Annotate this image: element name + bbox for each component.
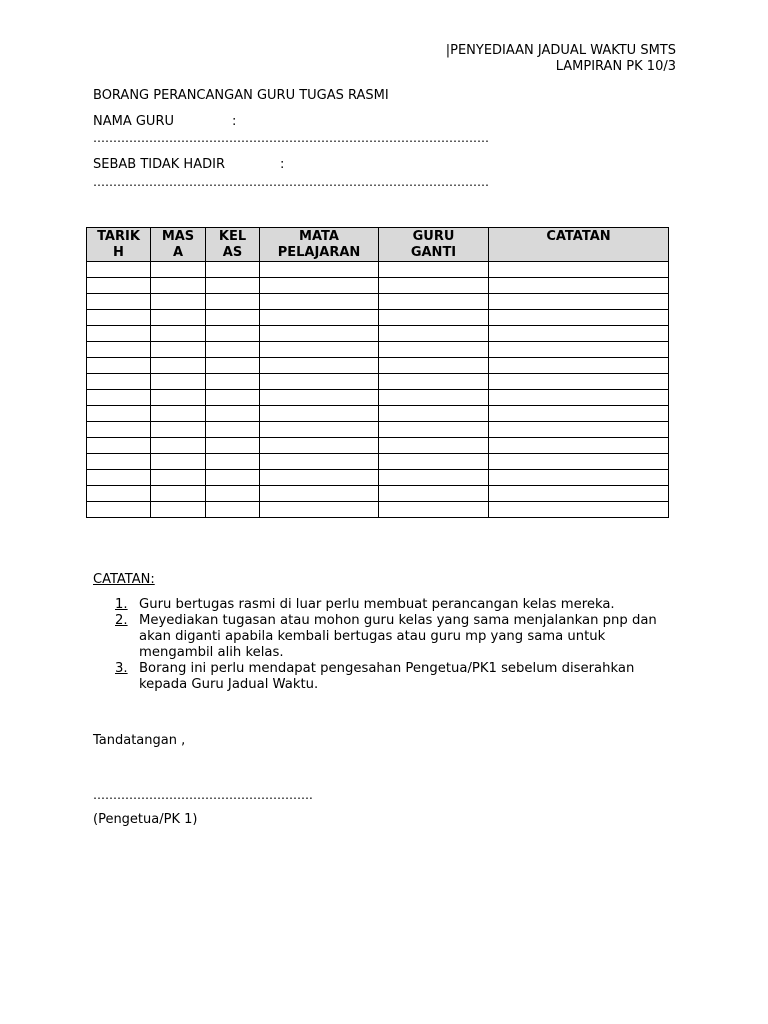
teacher-name-field <box>93 114 237 130</box>
table-cell[interactable] <box>379 470 489 486</box>
table-cell[interactable] <box>379 374 489 390</box>
table-cell[interactable] <box>87 342 151 358</box>
signature-dotted-line: ………………………………………………. <box>93 788 313 802</box>
table-cell[interactable] <box>206 358 260 374</box>
table-cell[interactable] <box>260 502 379 518</box>
table-cell[interactable] <box>206 454 260 470</box>
table-cell[interactable] <box>206 342 260 358</box>
table-row <box>87 406 669 422</box>
table-cell[interactable] <box>379 390 489 406</box>
table-cell[interactable] <box>206 422 260 438</box>
table-cell[interactable] <box>260 486 379 502</box>
table-cell[interactable] <box>87 278 151 294</box>
document-header-appendix: LAMPIRAN PK 10/3 <box>555 59 676 74</box>
column-header-remarks: CATATAN <box>489 228 669 262</box>
table-cell[interactable] <box>151 390 206 406</box>
table-row <box>87 502 669 518</box>
table-row <box>87 374 669 390</box>
column-header-class: KEL AS <box>206 228 260 262</box>
table-cell[interactable] <box>489 374 669 390</box>
table-cell[interactable] <box>379 502 489 518</box>
teacher-name-colon: : <box>232 114 237 129</box>
notes-item-text: Meyediakan tugasan atau mohon guru kelas yang sama menjalankan pnp dan akan diganti apabila kembali bertugas atau guru mp yang sama untuk mengambil alih kelas. <box>139 613 657 660</box>
table-cell[interactable] <box>489 454 669 470</box>
absence-reason-label: SEBAB TIDAK HADIR <box>93 157 225 172</box>
column-header-time: MAS A <box>151 228 206 262</box>
table-cell[interactable] <box>87 262 151 278</box>
document-header-title: |PENYEDIAAN JADUAL WAKTU SMTS <box>445 43 676 58</box>
table-cell[interactable] <box>379 438 489 454</box>
table-row <box>87 358 669 374</box>
table-cell[interactable] <box>260 470 379 486</box>
table-row <box>87 422 669 438</box>
table-cell[interactable] <box>489 342 669 358</box>
table-cell[interactable] <box>87 374 151 390</box>
table-cell[interactable] <box>87 486 151 502</box>
teacher-name-dotted-line: ……………………………………………………………………………………… <box>93 131 489 145</box>
signature-label: Tandatangan , <box>93 733 186 748</box>
table-cell[interactable] <box>260 438 379 454</box>
table-cell[interactable] <box>87 358 151 374</box>
table-cell[interactable] <box>206 438 260 454</box>
table-cell[interactable] <box>260 406 379 422</box>
table-cell[interactable] <box>206 326 260 342</box>
table-row <box>87 294 669 310</box>
table-cell[interactable] <box>206 374 260 390</box>
table-cell[interactable] <box>379 454 489 470</box>
table-header-row <box>87 228 669 262</box>
notes-item-number: 2. <box>115 613 128 628</box>
table-cell[interactable] <box>206 406 260 422</box>
table-cell[interactable] <box>151 342 206 358</box>
notes-item <box>115 597 675 613</box>
table-cell[interactable] <box>206 294 260 310</box>
table-cell[interactable] <box>151 294 206 310</box>
table-cell[interactable] <box>489 310 669 326</box>
table-cell[interactable] <box>151 454 206 470</box>
table-cell[interactable] <box>151 262 206 278</box>
table-cell[interactable] <box>151 502 206 518</box>
table-row <box>87 470 669 486</box>
table-cell[interactable] <box>260 422 379 438</box>
table-cell[interactable] <box>260 310 379 326</box>
table-cell[interactable] <box>260 326 379 342</box>
table-cell[interactable] <box>489 278 669 294</box>
absence-reason-colon: : <box>280 157 285 172</box>
table-cell[interactable] <box>151 470 206 486</box>
table-cell[interactable] <box>87 470 151 486</box>
table-cell[interactable] <box>206 486 260 502</box>
table-cell[interactable] <box>87 454 151 470</box>
table-cell[interactable] <box>260 342 379 358</box>
table-cell[interactable] <box>260 374 379 390</box>
absence-reason-dotted-line: ……………………………………………………………………………………… <box>93 175 489 189</box>
table-cell[interactable] <box>206 470 260 486</box>
table-cell[interactable] <box>151 310 206 326</box>
table-cell[interactable] <box>379 278 489 294</box>
table-cell[interactable] <box>151 406 206 422</box>
notes-item-text: Guru bertugas rasmi di luar perlu membuat perancangan kelas mereka. <box>139 597 615 612</box>
table-cell[interactable] <box>87 406 151 422</box>
table-row <box>87 486 669 502</box>
table-cell[interactable] <box>489 406 669 422</box>
table-cell[interactable] <box>379 262 489 278</box>
table-cell[interactable] <box>151 374 206 390</box>
table-cell[interactable] <box>206 310 260 326</box>
notes-item <box>115 613 675 661</box>
table-cell[interactable] <box>151 486 206 502</box>
table-cell[interactable] <box>489 438 669 454</box>
table-cell[interactable] <box>379 310 489 326</box>
table-cell[interactable] <box>151 438 206 454</box>
table-cell[interactable] <box>379 406 489 422</box>
table-cell[interactable] <box>151 358 206 374</box>
table-row <box>87 326 669 342</box>
table-cell[interactable] <box>489 390 669 406</box>
table-cell[interactable] <box>87 438 151 454</box>
absence-reason-field <box>93 157 285 173</box>
table-row <box>87 310 669 326</box>
table-cell[interactable] <box>87 326 151 342</box>
table-cell[interactable] <box>206 262 260 278</box>
table-row <box>87 390 669 406</box>
form-title: BORANG PERANCANGAN GURU TUGAS RASMI <box>93 88 389 103</box>
notes-item-number: 1. <box>115 597 128 612</box>
teacher-name-label: NAMA GURU <box>93 114 174 129</box>
table-row <box>87 454 669 470</box>
table-body <box>87 262 669 518</box>
table-cell[interactable] <box>260 390 379 406</box>
table-cell[interactable] <box>489 470 669 486</box>
signature-role: (Pengetua/PK 1) <box>93 812 198 827</box>
assignment-table <box>86 227 669 518</box>
table-cell[interactable] <box>489 358 669 374</box>
table-cell[interactable] <box>379 326 489 342</box>
column-header-subject: MATA PELAJARAN <box>260 228 379 262</box>
table-row <box>87 438 669 454</box>
table-cell[interactable] <box>379 342 489 358</box>
table-cell[interactable] <box>87 310 151 326</box>
table-cell[interactable] <box>151 326 206 342</box>
table-cell[interactable] <box>206 502 260 518</box>
table-row <box>87 278 669 294</box>
table-cell[interactable] <box>87 502 151 518</box>
table-cell[interactable] <box>260 278 379 294</box>
table-cell[interactable] <box>260 358 379 374</box>
notes-list <box>115 597 675 693</box>
table-cell[interactable] <box>260 262 379 278</box>
table-cell[interactable] <box>206 278 260 294</box>
table-cell[interactable] <box>379 422 489 438</box>
column-header-relief-teacher: GURU GANTI <box>379 228 489 262</box>
table-cell[interactable] <box>489 294 669 310</box>
table-cell[interactable] <box>489 486 669 502</box>
notes-item <box>115 661 675 693</box>
table-cell[interactable] <box>489 422 669 438</box>
table-cell[interactable] <box>206 390 260 406</box>
table-row <box>87 342 669 358</box>
table-cell[interactable] <box>151 278 206 294</box>
notes-item-number: 3. <box>115 661 128 676</box>
table-cell[interactable] <box>379 358 489 374</box>
table-cell[interactable] <box>87 294 151 310</box>
table-cell[interactable] <box>260 454 379 470</box>
table-cell[interactable] <box>489 262 669 278</box>
notes-item-text: Borang ini perlu mendapat pengesahan Pengetua/PK1 sebelum diserahkan kepada Guru Jadual Waktu. <box>139 661 635 692</box>
table-cell[interactable] <box>260 294 379 310</box>
table-cell[interactable] <box>87 422 151 438</box>
table-cell[interactable] <box>87 390 151 406</box>
table-row <box>87 262 669 278</box>
table-cell[interactable] <box>379 294 489 310</box>
table-cell[interactable] <box>151 422 206 438</box>
notes-title: CATATAN: <box>93 572 155 587</box>
table-cell[interactable] <box>489 502 669 518</box>
table-cell[interactable] <box>489 326 669 342</box>
table-cell[interactable] <box>379 486 489 502</box>
column-header-date: TARIK H <box>87 228 151 262</box>
